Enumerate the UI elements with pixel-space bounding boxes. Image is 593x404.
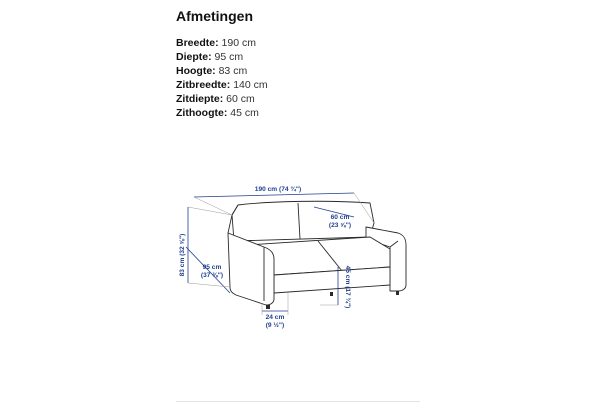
spec-label: Breedte: xyxy=(176,37,219,49)
spec-value: 190 cm xyxy=(221,37,256,49)
depth-dimension-cm: 95 cm xyxy=(202,264,222,271)
sofa-outline xyxy=(228,201,406,305)
sofa-dimension-diagram xyxy=(170,175,420,345)
armrest-cm: 24 cm xyxy=(265,314,285,321)
spec-row-seat-height xyxy=(176,106,268,120)
section-title: Afmetingen xyxy=(176,8,253,24)
spec-value: 45 cm xyxy=(230,107,259,119)
seat-height-cm: 45 cm xyxy=(344,265,351,285)
height-dimension-label: 83 cm (32 ⅝") xyxy=(179,233,186,277)
spec-label: Zitbreedte: xyxy=(176,79,231,91)
spec-row-width xyxy=(176,36,268,50)
armrest-inch: (9 ½") xyxy=(265,322,285,329)
seat-depth-cm: 60 cm xyxy=(330,214,350,221)
spec-label: Zitdiepte: xyxy=(176,93,224,105)
spec-row-depth xyxy=(176,50,268,64)
width-dimension-label xyxy=(255,185,301,193)
depth-dimension-inch: (37 ⅜") xyxy=(200,272,224,279)
spec-value: 83 cm xyxy=(218,65,248,77)
spec-row-height xyxy=(176,64,268,78)
seat-height-inch: (17 ¾") xyxy=(344,286,351,309)
width-cm: 190 cm xyxy=(254,186,278,193)
spec-label: Diepte: xyxy=(176,51,212,63)
sofa-legs xyxy=(266,291,399,309)
spec-label: Zithoogte: xyxy=(176,107,228,119)
spec-label: Hoogte: xyxy=(176,65,216,77)
seat-depth-inch: (23 ⅝") xyxy=(328,222,352,229)
section-divider xyxy=(176,401,420,402)
dimension-list xyxy=(176,36,268,120)
spec-row-seat-depth xyxy=(176,92,268,106)
spec-value: 60 cm xyxy=(226,93,255,105)
spec-value: 95 cm xyxy=(214,51,244,63)
width-inch: (74 ¾") xyxy=(279,186,302,193)
seat-height-label xyxy=(344,266,352,309)
spec-value: 140 cm xyxy=(233,79,268,91)
spec-row-seat-width xyxy=(176,78,268,92)
